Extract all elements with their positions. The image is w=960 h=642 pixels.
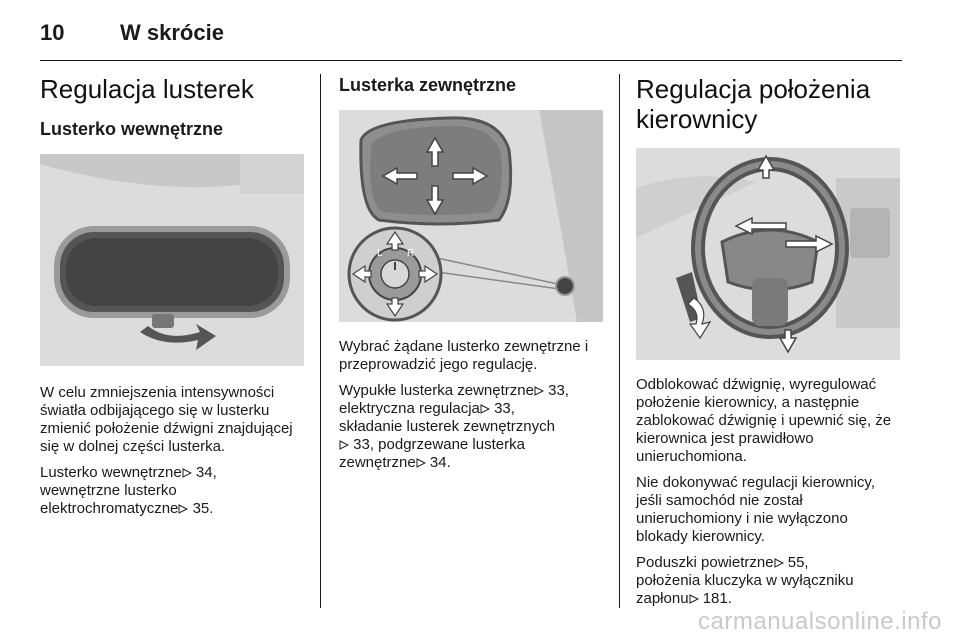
paragraph: Wypukłe lusterka zewnętrzne 33, elektryczna regulacja 33, składanie lusterek zewnętrznych 33, podgrzewane lusterka zewnętrzne 34. <box>339 382 569 471</box>
page-reference-arrow-icon <box>339 440 349 450</box>
steering-wheel-illustration <box>636 148 900 360</box>
paragraph: W celu zmniejszenia intensywności światła odbijającego się w lusterku zmienić położenie dźwigni znajdującej się w dolnej części lusterka. <box>40 384 293 455</box>
interior-mirror-illustration <box>40 154 304 366</box>
paragraph: Poduszki powietrzne 55, położenia kluczyka w wyłączniku zapłonu 181. <box>636 554 854 607</box>
page-reference-arrow-icon <box>774 558 784 568</box>
paragraph: Nie dokonywać regulacji kierownicy, jeśli samochód nie został unieruchomiony i nie wyłączono blokady kierownicy. <box>636 474 875 545</box>
column-exterior-mirrors <box>339 74 603 480</box>
column-divider <box>619 74 620 608</box>
page-reference-arrow-icon <box>689 594 699 604</box>
page-reference-arrow-icon <box>534 386 544 396</box>
column-interior-mirror <box>40 74 304 526</box>
page-reference-arrow-icon <box>416 458 426 468</box>
section-title: Regulacja lusterek <box>40 74 254 104</box>
header-rule <box>40 60 902 61</box>
paragraph: Lusterko wewnętrzne 34, wewnętrzne lusterko elektrochromatyczne 35. <box>40 464 217 517</box>
paragraph: Wybrać żądane lusterko zewnętrzne i przeprowadzić jego regulację. <box>339 338 589 373</box>
page-reference-arrow-icon <box>178 504 188 514</box>
column-steering-wheel <box>636 74 902 616</box>
watermark: carmanualsonline.info <box>698 608 942 635</box>
switch-right-label: R <box>407 248 415 259</box>
subsection-title: Lusterka zewnętrzne <box>339 75 517 95</box>
subsection-title: Lusterko wewnętrzne <box>40 119 224 139</box>
page-reference-arrow-icon <box>182 468 192 478</box>
page-title: W skrócie <box>120 20 224 45</box>
page-header <box>40 18 902 58</box>
column-divider <box>320 74 321 608</box>
page-reference-arrow-icon <box>480 404 490 414</box>
section-title: Regulacja położenia kierownicy <box>636 74 871 134</box>
page-number: 10 <box>40 20 65 45</box>
switch-left-label: L <box>377 248 383 259</box>
paragraph: Odblokować dźwignię, wyregulować położenie kierownicy, a następnie zablokować dźwignię i upewnić się, że kierownica jest prawidłowo unieruchomiona. <box>636 376 892 465</box>
exterior-mirror-illustration <box>339 110 603 322</box>
